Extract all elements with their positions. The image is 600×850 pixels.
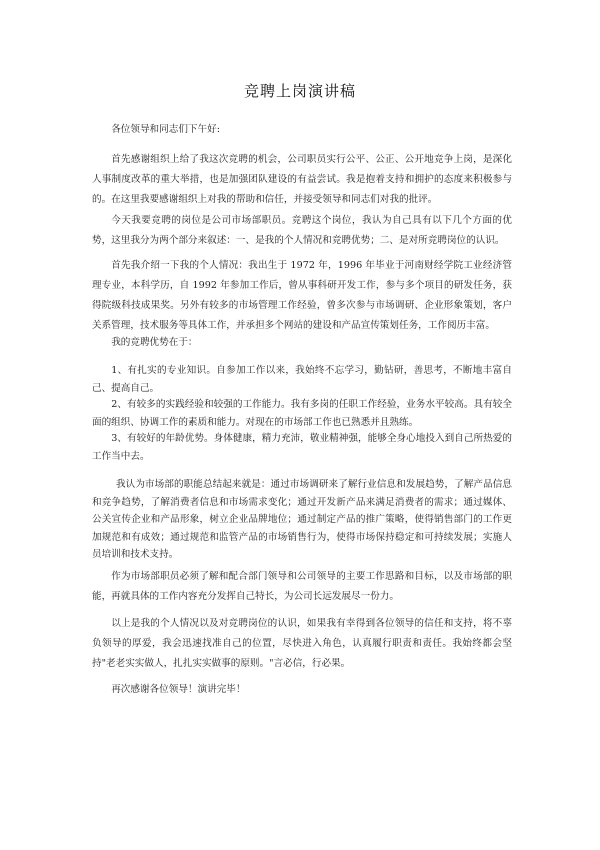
paragraph-personal: 首先我介绍一下我的个人情况：我出生于 1972 年，1996 年毕业于河南财经学院工业经济管理专业，本科学历，自 1992 年参加工作后，曾从事科研开发工作，参与多个项目的研发任务，获得院级科技成果奖。另外有较多的市场管理工作经验，曾多次参与市场调研、企业形象策划，客户关系管理，技术服务等具体工作，并承担多个网站的建设和产品宣传策划任务，工作阅历丰富。	[92, 260, 512, 331]
advantage-item-3: 3、有较好的年龄优势。身体健康，精力充沛，敬业精神强，能够全身心地投入到自己所热爱的工作当中去。	[92, 433, 512, 462]
paragraph-market-role: 我认为市场部的职能总结起来就是：通过市场调研来了解行业信息和发展趋势，了解产品信息和竞争趋势，了解消费者信息和市场需求变化；通过开发新产品来满足消费者的需求；通过媒体、公关宣传企业和产品形象，树立企业品牌地位；通过制定产品的推广策略，使得销售部门的工作更加规范和有成效；通过规范和监管产品的市场销售行为，使得市场保持稳定和可持续发展；实施人员培训和技术支持。	[92, 479, 512, 560]
paragraph-position: 今天我要竞聘的岗位是公司市场部职员。竞聘这个岗位，我认为自己具有以下几个方面的优势，这里我分为两个部分来叙述：一、是我的个人情况和竞聘优势；二、是对所竞聘岗位的认识。	[92, 215, 512, 246]
document-title: 竞聘上岗演讲稿	[243, 82, 356, 100]
greeting: 各位领导和同志们下午好:	[111, 124, 220, 135]
paragraph-commitment: 以上是我的个人情况以及对竞聘岗位的认识，如果我有幸得到各位领导的信任和支持，将不辜负领导的厚爱，我会迅速找准自己的位置，尽快进入角色，认真履行职责和责任。我始终都会坚持"老老实实做人，扎扎实实做事的原则。"言必信，行必果。	[92, 618, 512, 669]
paragraph-advantages-heading: 我的竞聘优势在于：	[111, 337, 198, 348]
advantage-item-2: 2、有较多的实践经验和较强的工作能力。我有多岗的任职工作经验，业务水平较高。具有较全面的组织、协调工作的素质和能力。对现在的市场部工作也已熟悉并且熟练。	[92, 399, 512, 428]
paragraph-duties: 作为市场部职员必须了解和配合部门领导和公司领导的主要工作思路和目标，以及市场部的职能，再就具体的工作内容充分发挥自己特长，为公司长远发展尽一份力。	[92, 571, 512, 602]
advantage-item-1: 1、有扎实的专业知识。自参加工作以来，我始终不忘学习，勤钻研，善思考，不断地丰富自己、提高自己。	[92, 365, 512, 394]
closing-line: 再次感谢各位领导！演讲完毕！	[111, 684, 246, 695]
paragraph-intro: 首先感谢组织上给了我这次竞聘的机会，公司职员实行公平、公正、公开地竞争上岗，是深化人事制度改革的重大举措，也是加强团队建设的有益尝试。我是抱着支持和拥护的态度来积极参与的。在这里我要感谢组织上对我的帮助和信任，并接受领导和同志们对我的批评。	[92, 154, 512, 205]
